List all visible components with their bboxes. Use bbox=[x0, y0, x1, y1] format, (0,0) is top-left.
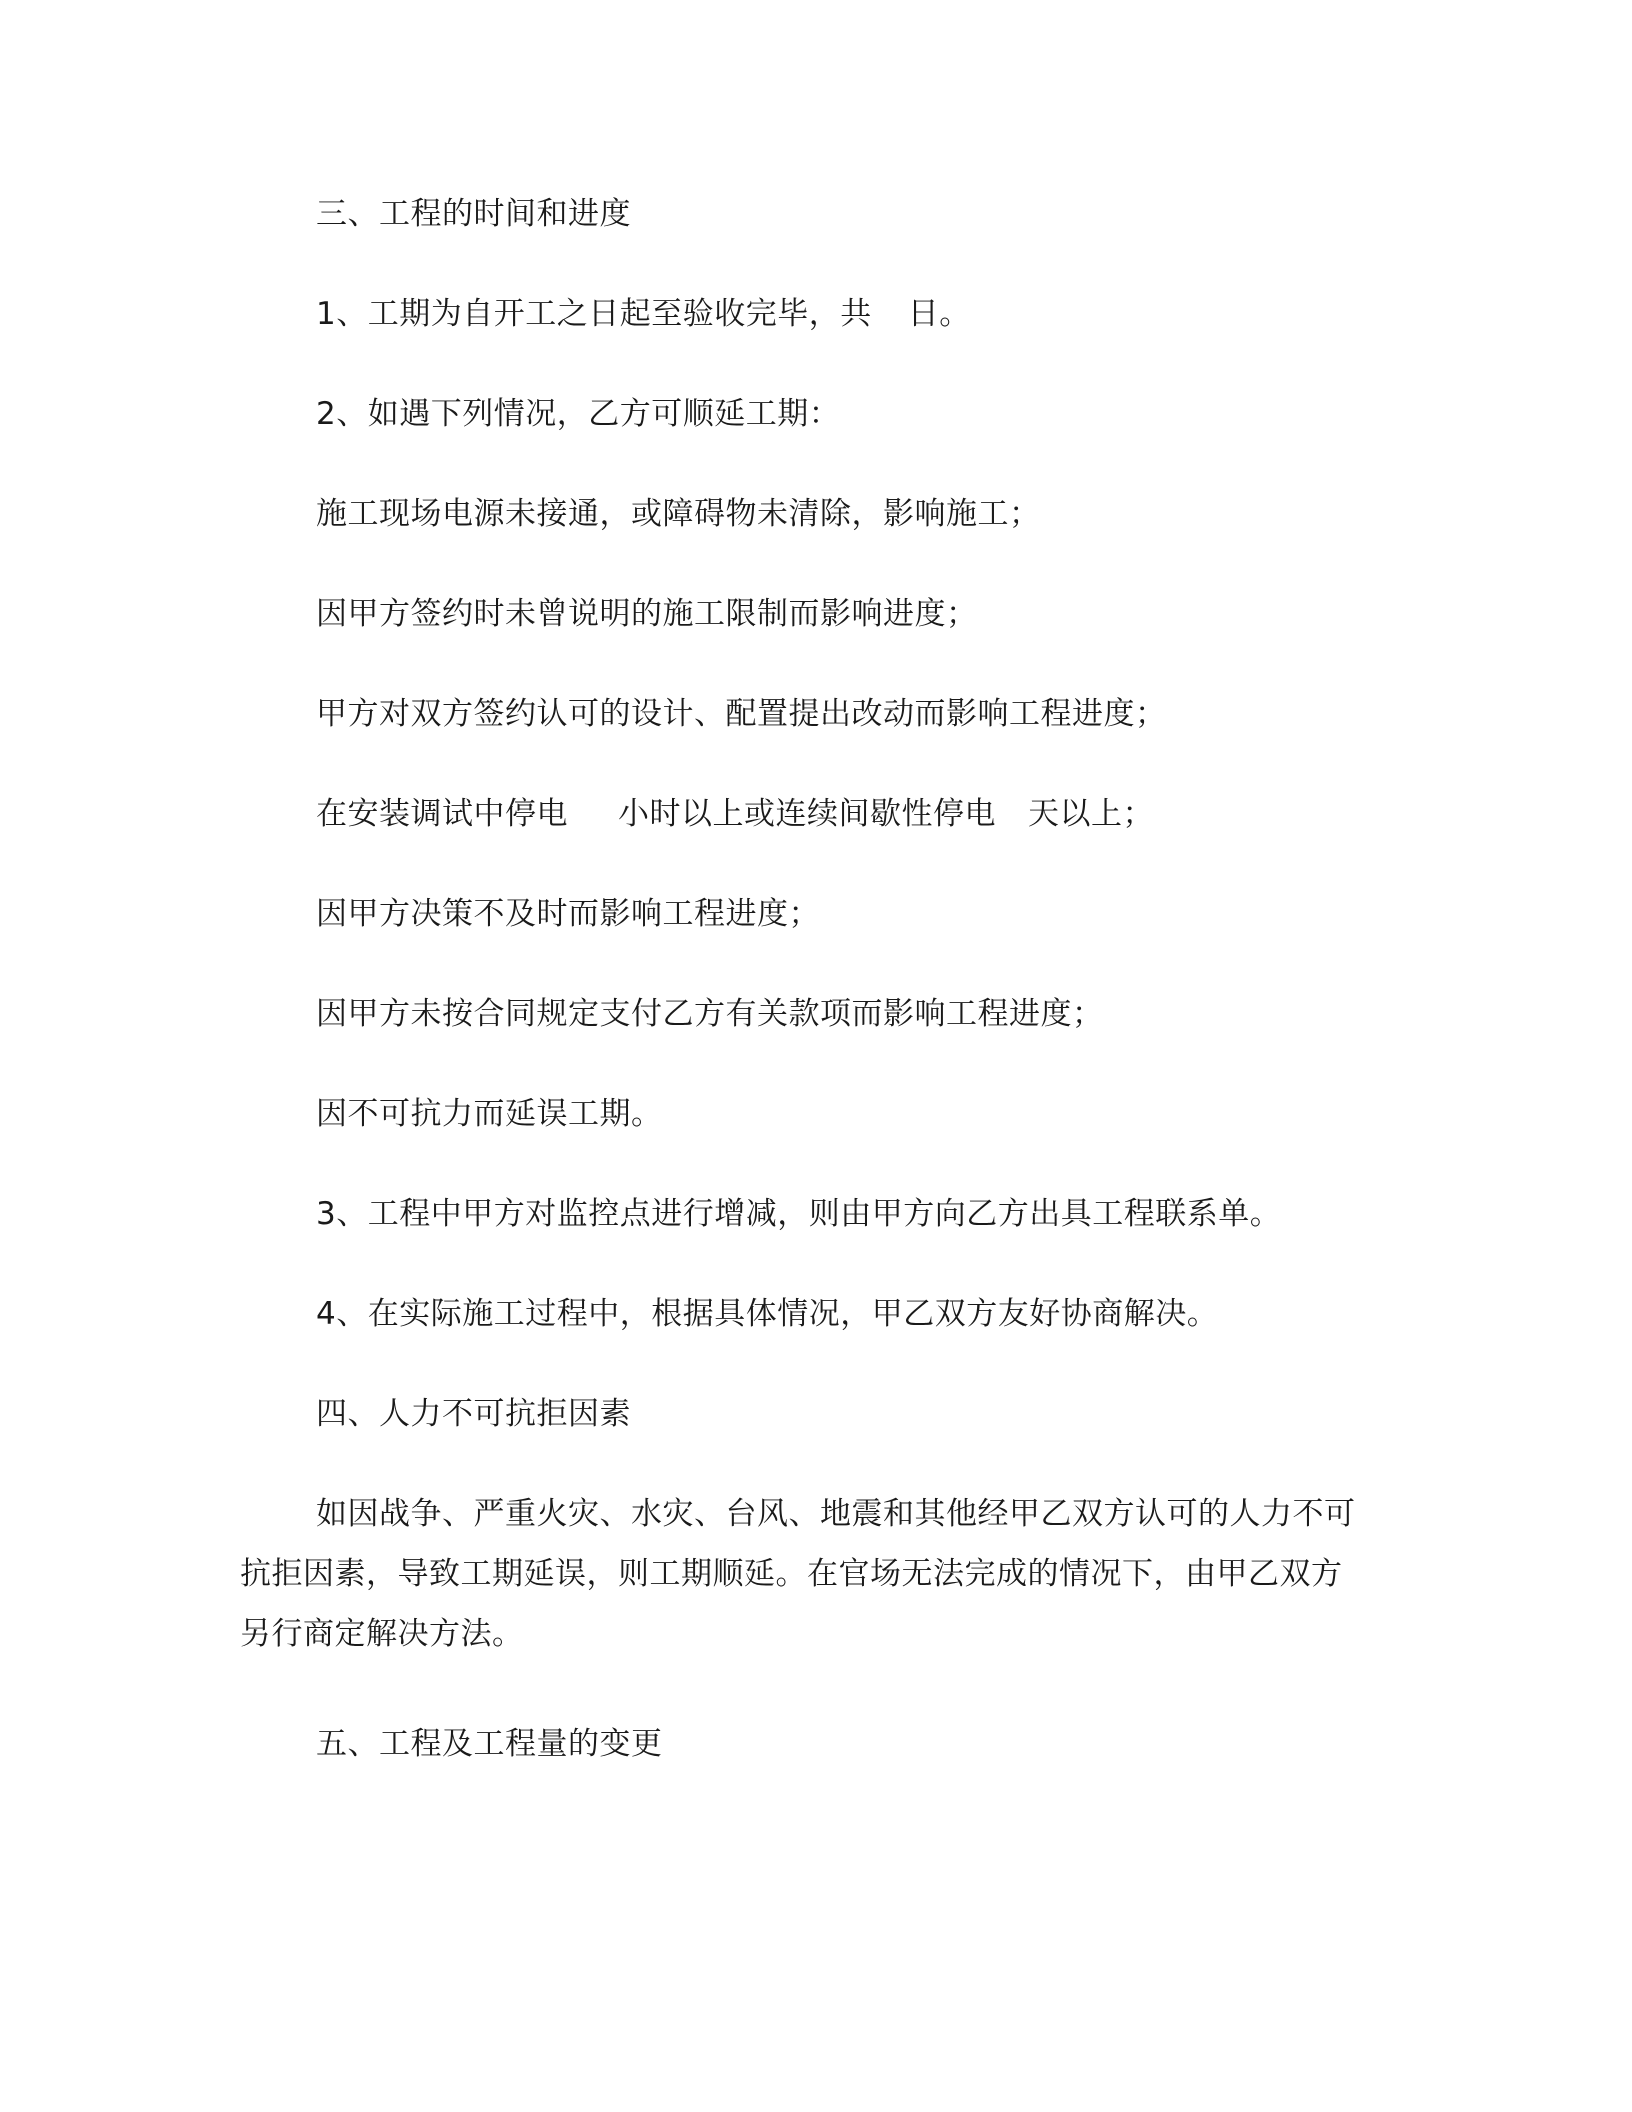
section-heading-4: 四、人力不可抗拒因素 bbox=[316, 1396, 631, 1432]
section-heading-5: 五、工程及工程量的变更 bbox=[316, 1726, 663, 1762]
section-heading-3: 三、工程的时间和进度 bbox=[316, 196, 631, 232]
clause-1-text: 1、工期为自开工之日起至验收完毕，共 bbox=[316, 296, 872, 332]
paragraph-line-3: 另行商定解决方法。 bbox=[240, 1616, 524, 1652]
paragraph-line-2: 抗拒因素，导致工期延误，则工期顺延。在官场无法完成的情况下，由甲乙双方 bbox=[240, 1556, 1343, 1592]
clause-3: 3、工程中甲方对监控点进行增减，则由甲方向乙方出具工程联系单。 bbox=[316, 1196, 1282, 1232]
clause-1-end: 日。 bbox=[907, 296, 971, 332]
condition-4-part-a: 在安装调试中停电 bbox=[316, 796, 568, 832]
condition-4 bbox=[316, 794, 1154, 834]
condition-7: 因不可抗力而延误工期。 bbox=[316, 1096, 663, 1132]
clause-4: 4、在实际施工过程中，根据具体情况，甲乙双方友好协商解决。 bbox=[316, 1296, 1219, 1332]
paragraph-line-1: 如因战争、严重火灾、水灾、台风、地震和其他经甲乙双方认可的人力不可 bbox=[316, 1496, 1356, 1532]
condition-3: 甲方对双方签约认可的设计、配置提出改动而影响工程进度； bbox=[316, 696, 1167, 732]
clause-1 bbox=[316, 294, 971, 334]
condition-5: 因甲方决策不及时而影响工程进度； bbox=[316, 896, 820, 932]
clause-2: 2、如遇下列情况，乙方可顺延工期： bbox=[316, 396, 841, 432]
condition-4-part-c: 天以上； bbox=[1028, 796, 1154, 832]
force-majeure-paragraph bbox=[240, 1484, 1380, 1544]
condition-1: 施工现场电源未接通，或障碍物未清除，影响施工； bbox=[316, 496, 1041, 532]
condition-6: 因甲方未按合同规定支付乙方有关款项而影响工程进度； bbox=[316, 996, 1104, 1032]
condition-2: 因甲方签约时未曾说明的施工限制而影响进度； bbox=[316, 596, 978, 632]
condition-4-part-b: 小时以上或连续间歇性停电 bbox=[618, 796, 996, 832]
